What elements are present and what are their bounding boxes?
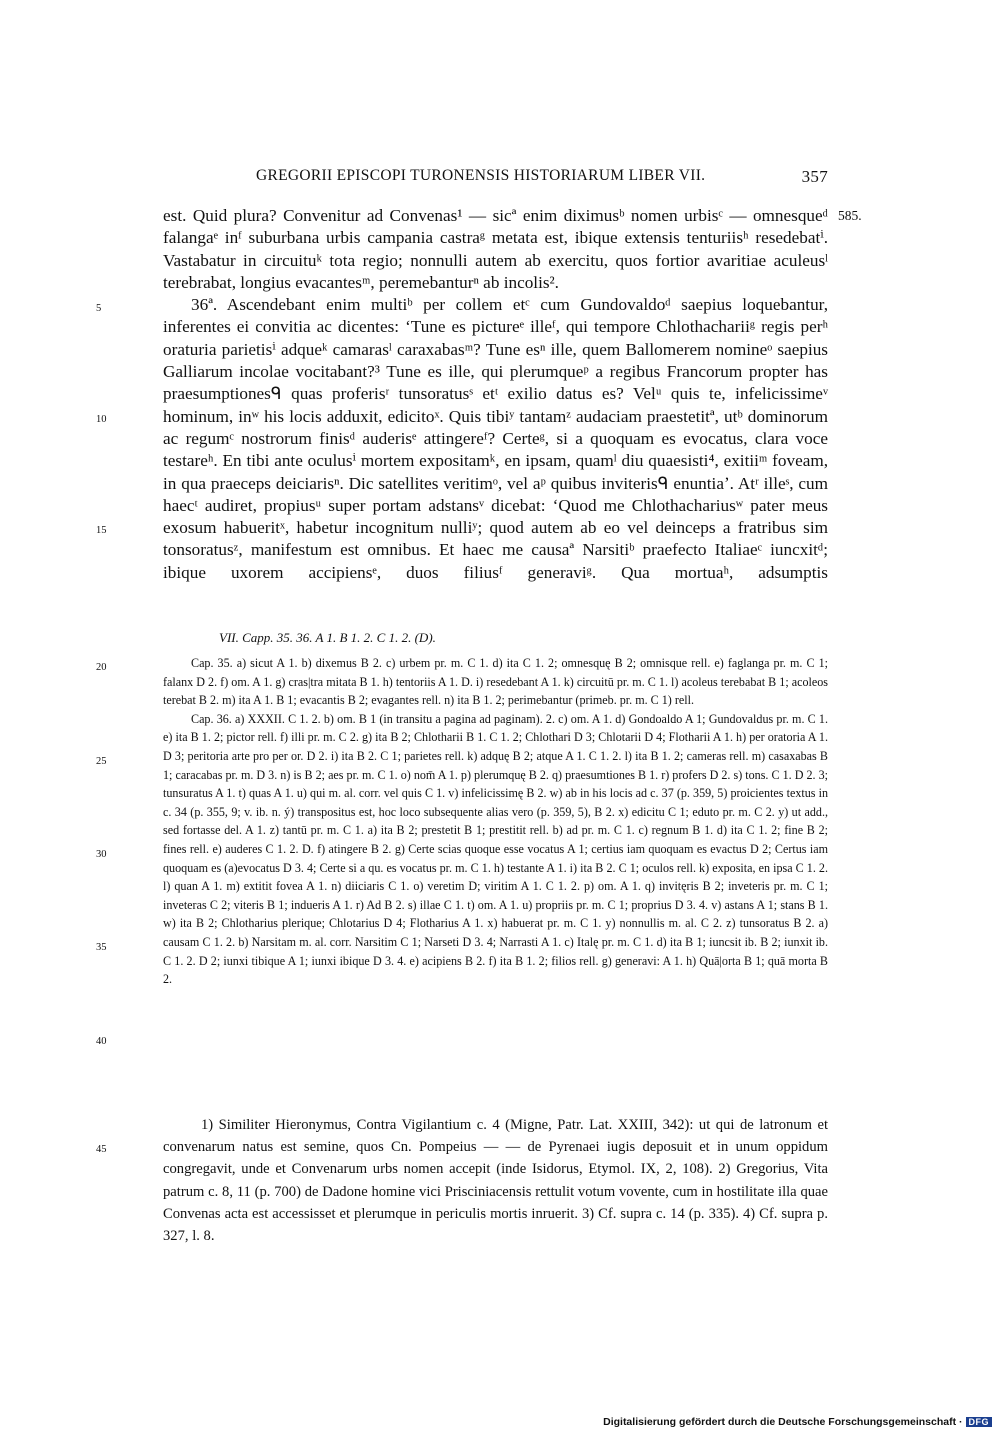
footnote-block: 1) Similiter Hieronymus, Contra Vigilantium c. 4 (Migne, Patr. Lat. XXIII, 342): ut qui de latronum et convenarum natus est semine, quos Cn. Pompeius — — de Pyrenaei iugis deposuit et in unum oppidum congregavit, unde et Convenarum urbs nomen accepit (inde Isidorus, Etymol. IX, 2, 108). 2) Gregorius, Vita patrum c. 8, 11 (p. 700) de Dadone homine vici Prisciniacensis rettulit votum vovente, cum in hostilitate illa quae Convenas acta est accessisset et plerumque in periculis mortis inruerit. 3) Cf. supra c. 14 (p. 335). 4) Cf. supra p. 327, l. 8. bbox=[163, 1117, 828, 1245]
line-number: 10 bbox=[96, 414, 107, 425]
line-number: 40 bbox=[96, 1036, 107, 1047]
year-margin-note: 585. bbox=[838, 208, 862, 223]
line-number: 30 bbox=[96, 849, 107, 860]
line-number: 35 bbox=[96, 942, 107, 953]
line-number: 25 bbox=[96, 756, 107, 767]
page-number: 357 bbox=[801, 167, 828, 186]
main-paragraph: 36ª. Ascendebant enim multiᵇ per collem etᶜ cum Gundovaldoᵈ saepius loquebantur, inferentes ei convitia ac dicentes: ʻTune es pictureᵉ illeᶠ, qui tempore Chlothachariiᵍ regis perʰ oraturia parietisⁱ adqueᵏ camarasˡ caraxabasᵐ? Tune esⁿ ille, quem Ballomerem nomineᵒ saepius Galliarum incolae vocitabant?³ Tune es ille, qui plerumqueᵖ a regibus Francorum propter has praesumptionesᑫ quas proferisʳ tunsoratusˢ etᵗ exilio datus es? Velᵘ quis te, infelicissimeᵛ hominum, inʷ his locis adduxit, edicitoˣ. Quis tibiʸ tantamᶻ audaciam praestetitª, utᵇ dominorum ac regumᶜ nostrorum finisᵈ auderisᵉ attingereᶠ? Certeᵍ, si a quoquam es evocatus, clara voce testareʰ. En tibi ante oculusⁱ mortem expositamᵏ, en ipsam, quamˡ diu quaesisti⁴, exitiiᵐ foveam, in qua praeceps deiciarisⁿ. Dic satellites veritimᵒ, vel aᵖ quibus inviterisᑫ enuntiaʼ. Atʳ illeˢ, cum haecᵗ audiret, propiusᵘ super portam adstansᵛ dicebat: ʻQuod me Chlothachariusʷ pater meus exosum habueritˣ, habetur incognitum nulliʸ; quod autem ab eo vel deinceps a fratribus sim tonsoratusᶻ, manifestum est omnibus. Et haec me causaª Narsitiᵇ praefecto Italiaeᶜ iuncxitᵈ; ibique uxorem accipiensᵉ, duos filiusᶠ generaviᵍ. Qua mortuaʰ, adsumptis bbox=[163, 295, 828, 582]
footnotes bbox=[163, 1114, 828, 1247]
line-number: 20 bbox=[96, 662, 107, 673]
main-text bbox=[163, 205, 828, 584]
digitization-credit bbox=[603, 1416, 992, 1428]
critical-apparatus bbox=[163, 654, 828, 989]
apparatus-reference: VII. Capp. 35. 36. A 1. B 1. 2. C 1. 2. (D). bbox=[219, 630, 436, 645]
main-paragraph: est. Quid plura? Convenitur ad Convenas¹ — sicª enim diximusᵇ nomen urbisᶜ — omnesqueᵈ falangaᵉ inᶠ suburbana urbis campania castraᵍ metata est, ibique extensis tenturiisʰ resedebatⁱ. Vastabatur in circuituᵏ tota regio; nonnulli autem ab exercitu, quos fortior avaritiae aculeusˡ terebrabat, longius evacantesᵐ, peremebanturⁿ ab incolis². bbox=[163, 206, 828, 292]
apparatus-chapter: Cap. 35. a) sicut A 1. b) dixemus B 2. c) urbem pr. m. C 1. d) ita C 1. 2; omnesquę B 2; omnisque rell. e) faglanga pr. m. C 1; falanx D 2. f) om. A 1. g) cras|tra mitata B 1. h) tentoriis A 1. D. i) resedebant A 1. k) circuitū pr. m. C 1. l) acoleus terebabat B 1; acoleos terebat B 2. m) ita A 1. B 1; evacantis B 2; evagantes rell. n) ita B 1. 2; perimebantur (primeb. pr. m. C 1) rell. bbox=[163, 656, 828, 708]
credit-text: Digitalisierung gefördert durch die Deutsche Forschungsgemeinschaft · bbox=[603, 1416, 963, 1428]
dfg-logo: DFG bbox=[966, 1417, 993, 1427]
line-number: 5 bbox=[96, 303, 102, 314]
line-number: 15 bbox=[96, 525, 107, 536]
running-title: GREGORII EPISCOPI TURONENSIS HISTORIARUM LIBER VII. bbox=[256, 167, 706, 184]
line-number: 45 bbox=[96, 1144, 107, 1155]
apparatus-chapter: Cap. 36. a) XXXII. C 1. 2. b) om. B 1 (in transitu a pagina ad paginam). 2. c) om. A 1. d) Gondoaldo A 1; Gundovaldus pr. m. C 1. e) ita B 1. 2; pictor rell. f) illi pr. m. C 2. g) ita B 2; Chlotharii B 1. C 1. 2; Chlothari D 3; Chlotarii D 4; Flotharii A 1. h) per oratoria A 1. D 3; peritoria arte pro per or. D 2. i) ita B 2. C 1; parietes rell. k) adquę B 2; atque A 1. C 1. 2. l) ita B 1. 2; cameras rell. m) casaxabas B 1; caracabas pr. m. D 3. n) is B 2; aes pr. m. C 1. o) nom̄ A 1. p) plerumquę B 2. q) praesumtiones B 1. r) profers D 2. s) tons. C 1. D 2. 3; tunsuratus A 1. t) quas A 1. u) qui m. al. corr. vel quis C 1. v) infelicissimę B 2. w) ab in his locis ad c. 37 (p. 359, 5) proicientes textus in c. 34 (p. 355, 9; v. ib. n. ý) transpositus est, hoc loco subsequente alias vero (p. 359, 5), B 2. x) edicitu C 1; eduto pr. m. C 2. y) ut add., sed fortasse del. A 1. z) tantū pr. m. C 1. a) ita B 2; prestetit B 1; prestitit rell. b) ad pr. m. C 1. c) regnum B 1. d) ita C 1. 2; fine B 2; fines rell. e) auderes C 1. 2. D. f) atingere B 2. g) Certe scias quoque esse vocatus A 1; certius iam quoquam es evactus D 2; Certus iam quoquam es (a)evocatus D 3. 4; Certe si a qu. es vocatus pr. m. C 1. h) testante A 1. i) ita B 2. C 1; oculos rell. k) exposita, en ipsa C 1. 2. l) quan A 1. m) extitit fovea A 1. n) diiciaris C 1. o) veretim D; viritim A 1. C 1. 2. p) om. A 1. q) invitęris B 2; inveteris pr. m. C 1; inveteras C 2; viteris B 1; indueris A 1. r) Ad B 2. s) illae C 1. t) om. A 1. u) propriis pr. m. C 1; proprius D 3. 4. v) astans A 1; stans B 1. w) ita B 2; Chlotharius plerique; Chlotarius D 4; Flotharius A 1. x) habuerat pr. m. C 1. y) nonnullis m. al. C 2. z) tunsoratus B 2. a) causam C 1. 2. b) Narsitam m. al. corr. Narsitim C 1; Narseti D 3. 4; Narrasti A 1. c) Italę pr. m. C 1. d) ita B 1; iuncsit ib. B 2; iunxit ib. C 1. 2. D 2; iunxi tibique A 1; iunxi ibique D 3. 4. e) acipiens B 2. f) ita B 1. 2; filios rell. g) generavi: A 1. h) Quā|orta B 1; quā morta B 2. bbox=[163, 711, 828, 987]
